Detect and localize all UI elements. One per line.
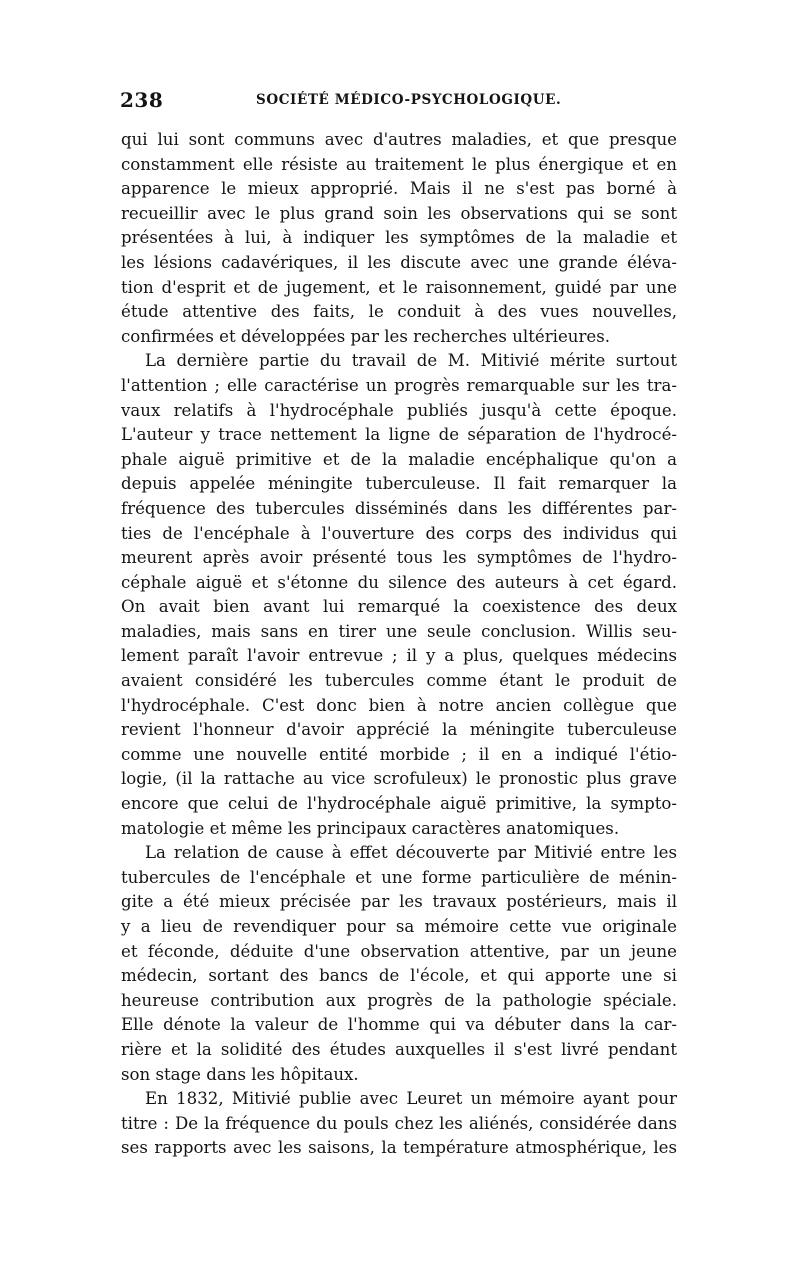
text-line: présentées à lui, à indiquer les symptômes de la maladie et — [121, 228, 677, 248]
text-line: meurent après avoir présenté tous les symptômes de l'hydro- — [121, 548, 677, 568]
text-line: son stage dans les hôpitaux. — [121, 1064, 359, 1084]
text-line: fréquence des tubercules disséminés dans les différentes par- — [121, 498, 677, 518]
text-line: confirmées et développées par les recherches ultérieures. — [121, 326, 610, 346]
body-text — [121, 128, 677, 1161]
text-line: recueillir avec le plus grand soin les observations qui se sont — [121, 203, 677, 223]
text-line: titre : De la fréquence du pouls chez les aliénés, considérée dans — [121, 1113, 677, 1133]
text-line: rière et la solidité des études auxquelles il s'est livré pendant — [121, 1039, 677, 1059]
text-line: heureuse contribution aux progrès de la pathologie spéciale. — [121, 990, 677, 1010]
text-line: phale aiguë primitive et de la maladie encéphalique qu'on a — [121, 449, 677, 469]
text-line: gite a été mieux précisée par les travaux postérieurs, mais il — [121, 892, 677, 912]
text-line: tion d'esprit et de jugement, et le raisonnement, guidé par une — [121, 277, 677, 297]
text-line: constamment elle résiste au traitement le plus énergique et en — [121, 154, 677, 174]
text-line: encore que celui de l'hydrocéphale aiguë primitive, la sympto- — [121, 794, 677, 814]
text-line: depuis appelée méningite tuberculeuse. Il fait remarquer la — [121, 474, 677, 494]
text-line: les lésions cadavériques, il les discute avec une grande éléva- — [121, 252, 677, 272]
text-line: matologie et même les principaux caractères anatomiques. — [121, 818, 620, 838]
text-line: médecin, sortant des bancs de l'école, et qui apporte une si — [121, 966, 677, 986]
text-line: logie, (il la rattache au vice scrofuleux) le pronostic plus grave — [121, 769, 677, 789]
running-title: SOCIÉTÉ MÉDICO-PSYCHOLOGIQUE. — [256, 92, 562, 108]
running-header — [120, 88, 680, 116]
text-line: céphale aiguë et s'étonne du silence des auteurs à cet égard. — [121, 572, 677, 592]
text-line: lement paraît l'avoir entrevue ; il y a plus, quelques médecins — [121, 646, 677, 666]
text-line: La relation de cause à effet découverte par Mitivié entre les — [145, 843, 677, 863]
text-line: étude attentive des faits, le conduit à des vues nouvelles, — [121, 302, 677, 322]
text-line: tubercules de l'encéphale et une forme particulière de ménin- — [121, 867, 677, 887]
text-line: maladies, mais sans en tirer une seule conclusion. Willis seu- — [121, 621, 677, 641]
text-line: avaient considéré les tubercules comme étant le produit de — [121, 671, 677, 691]
text-line: vaux relatifs à l'hydrocéphale publiés jusqu'à cette époque. — [121, 400, 677, 420]
text-line: La dernière partie du travail de M. Mitivié mérite surtout — [145, 351, 677, 371]
text-line: En 1832, Mitivié publie avec Leuret un mémoire ayant pour — [145, 1089, 677, 1109]
text-line: ties de l'encéphale à l'ouverture des corps des individus qui — [121, 523, 677, 543]
text-line: apparence le mieux approprié. Mais il ne s'est pas borné à — [121, 179, 677, 199]
text-line: On avait bien avant lui remarqué la coexistence des deux — [121, 597, 677, 617]
text-line: l'hydrocéphale. C'est donc bien à notre ancien collègue que — [121, 695, 677, 715]
text-line: y a lieu de revendiquer pour sa mémoire cette vue originale — [121, 917, 677, 936]
text-line: revient l'honneur d'avoir apprécié la méningite tuberculeuse — [121, 720, 677, 740]
page-number: 238 — [120, 88, 164, 112]
text-line: comme une nouvelle entité morbide ; il en a indiqué l'étio- — [121, 744, 677, 764]
text-line: qui lui sont communs avec d'autres maladies, et que presque — [121, 130, 677, 149]
text-line: L'auteur y trace nettement la ligne de séparation de l'hydrocé- — [121, 425, 677, 445]
text-line: l'attention ; elle caractérise un progrès remarquable sur les tra- — [121, 375, 677, 395]
text-line: et féconde, déduite d'une observation attentive, par un jeune — [121, 941, 677, 961]
text-line: Elle dénote la valeur de l'homme qui va débuter dans la car- — [121, 1015, 677, 1035]
text-line: ses rapports avec les saisons, la température atmosphérique, les — [121, 1138, 677, 1158]
